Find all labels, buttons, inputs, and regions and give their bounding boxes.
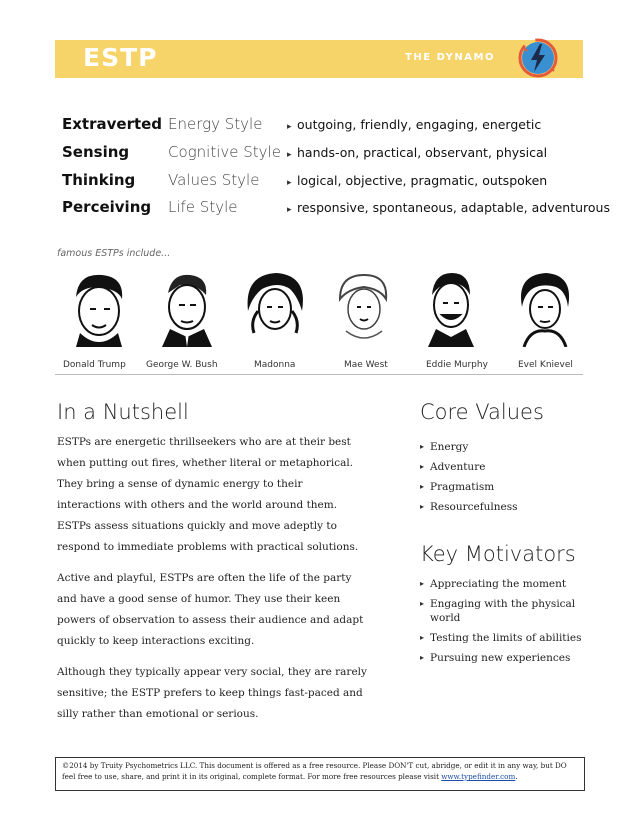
trait-row xyxy=(62,115,582,141)
famous-name: Mae West xyxy=(344,360,388,370)
list-item: ▸ Energy xyxy=(420,437,600,457)
famous-label: famous ESTPs include... xyxy=(57,248,171,259)
list-item: ▸ Adventure xyxy=(420,457,600,477)
trait-description: ▸ logical, objective, pragmatic, outspoken xyxy=(287,173,548,188)
header-bar xyxy=(55,40,583,78)
lightning-bolt-icon xyxy=(518,38,558,78)
nutshell-heading: In a Nutshell xyxy=(57,400,189,424)
trait-style: Values Style xyxy=(168,171,260,189)
famous-name: Evel Knievel xyxy=(518,360,573,370)
type-code: ESTP xyxy=(83,43,158,72)
famous-name: Madonna xyxy=(254,360,296,370)
caret-right-icon: ▸ xyxy=(287,150,292,160)
portrait-image xyxy=(414,267,488,347)
nutshell-paragraph: ESTPs are energetic thrillseekers who are at their best when putting out fires, whether literal or metaphorical. They bring a sense of dynamic energy to their interactions with others and the world around them. ESTPs assess situations quickly and move adeptly to respond to immediate problems with practical solutions. xyxy=(57,436,359,553)
trait-name: Thinking xyxy=(62,171,136,189)
caret-right-icon: ▸ xyxy=(420,482,425,491)
caret-right-icon: ▸ xyxy=(287,205,292,215)
portrait-image xyxy=(150,267,224,347)
nutshell-paragraph: Although they typically appear very social, they are rarely sensitive; the ESTP prefers to keep things fast-paced and silly rather than emotional or serious. xyxy=(57,666,367,720)
portrait-image xyxy=(238,267,312,347)
caret-right-icon: ▸ xyxy=(420,653,425,662)
trait-row xyxy=(62,198,610,224)
trait-description: ▸ hands-on, practical, observant, physical xyxy=(287,145,548,160)
caret-right-icon: ▸ xyxy=(420,442,425,451)
trait-name: Perceiving xyxy=(62,198,152,216)
list-item: ▸ Appreciating the moment xyxy=(420,578,567,590)
type-nickname: THE DYNAMO xyxy=(405,52,495,63)
portrait-image xyxy=(62,267,136,347)
list-item: ▸ Resourcefulness xyxy=(420,497,600,517)
famous-name: George W. Bush xyxy=(146,360,218,370)
core-values-heading: Core Values xyxy=(420,400,544,424)
trait-name: Extraverted xyxy=(62,115,163,133)
footer-notice xyxy=(55,757,585,791)
caret-right-icon: ▸ xyxy=(287,122,292,132)
caret-right-icon: ▸ xyxy=(420,633,425,642)
footer-link[interactable]: www.typefinder.com xyxy=(441,772,516,781)
trait-row xyxy=(62,143,582,169)
key-motivators-heading: Key Motivators xyxy=(420,542,576,566)
nutshell-body xyxy=(57,432,369,735)
caret-right-icon: ▸ xyxy=(287,178,292,188)
caret-right-icon: ▸ xyxy=(420,502,425,511)
list-item: ▸ Testing the limits of abilities xyxy=(420,632,582,644)
trait-description: ▸ responsive, spontaneous, adaptable, adventurous xyxy=(287,200,610,215)
list-item: ▸ Engaging with the physical world xyxy=(420,598,576,624)
trait-style: Life Style xyxy=(168,198,238,216)
list-item: ▸ Pragmatism xyxy=(420,477,600,497)
caret-right-icon: ▸ xyxy=(420,579,425,588)
trait-description: ▸ outgoing, friendly, engaging, energetic xyxy=(287,117,542,132)
portrait-image xyxy=(508,267,582,347)
divider xyxy=(55,374,583,375)
footer-text: ©2014 by Truity Psychometrics LLC. This document is offered as a free resource. Please DON'T cut, abridge, or edit it in any way, but DO feel free to use, share, and print it in its original, complete format. For more free resources please visit xyxy=(62,761,567,781)
trait-style: Cognitive Style xyxy=(168,143,281,161)
list-item: ▸ Pursuing new experiences xyxy=(420,652,571,664)
caret-right-icon: ▸ xyxy=(420,462,425,471)
core-values-list xyxy=(420,437,600,517)
key-motivators-list xyxy=(420,577,600,665)
caret-right-icon: ▸ xyxy=(420,599,425,608)
trait-style: Energy Style xyxy=(168,115,263,133)
trait-name: Sensing xyxy=(62,143,130,161)
portrait-image xyxy=(326,267,400,347)
famous-name: Eddie Murphy xyxy=(426,360,488,370)
trait-row xyxy=(62,171,582,197)
footer-end: . xyxy=(515,772,518,781)
famous-name: Donald Trump xyxy=(63,360,126,370)
nutshell-paragraph: Active and playful, ESTPs are often the life of the party and have a good sense of humor. They use their keen powers of observation to assess their audience and adapt quickly to keep interactions exciting. xyxy=(57,572,364,647)
